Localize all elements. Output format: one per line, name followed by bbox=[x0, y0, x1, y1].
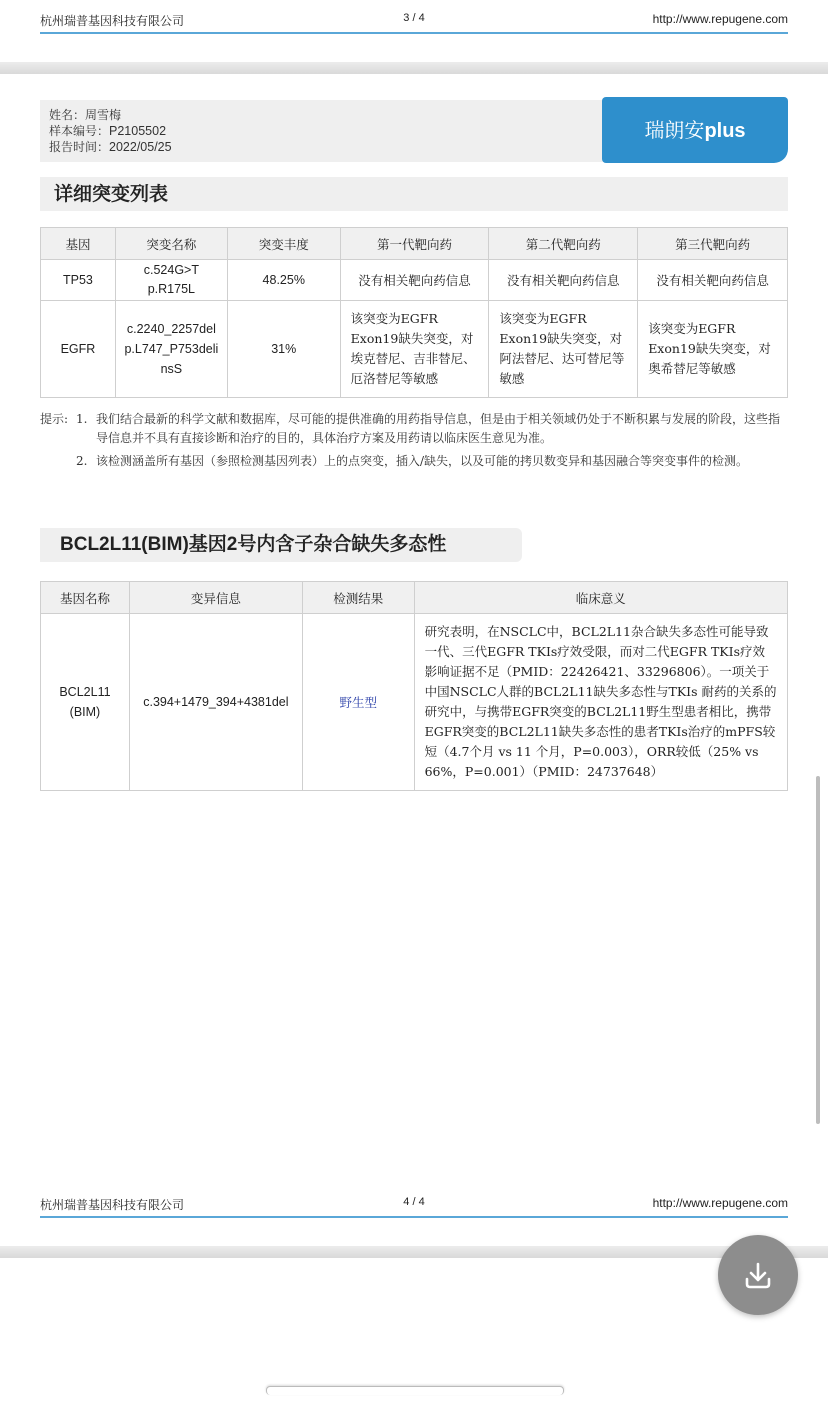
page-footer-3 bbox=[40, 10, 788, 30]
name-label: 姓名： bbox=[49, 108, 86, 122]
patient-name: 周雪梅 bbox=[85, 108, 122, 122]
page-footer-4 bbox=[40, 1194, 788, 1214]
gene-cell bbox=[41, 614, 130, 791]
col-header: 检测结果 bbox=[302, 582, 414, 614]
variant-cell: c.394+1479_394+4381del bbox=[129, 614, 302, 791]
footer-url[interactable]: http://www.repugene.com bbox=[652, 12, 788, 26]
drug-cell: 该突变为EGFR Exon19缺失突变，对阿法替尼、达可替尼等敏感 bbox=[489, 301, 638, 398]
footer-company: 杭州瑞普基因科技有限公司 bbox=[40, 1198, 185, 1212]
drug-cell: 该突变为EGFR Exon19缺失突变，对奥希替尼等敏感 bbox=[638, 301, 788, 398]
scrollbar[interactable] bbox=[816, 776, 820, 1124]
gene-cell: TP53 bbox=[41, 260, 116, 301]
col-header: 基因名称 bbox=[41, 582, 130, 614]
table-row bbox=[41, 301, 788, 398]
gene-line: (BIM) bbox=[69, 705, 101, 719]
col-header: 第三代靶向药 bbox=[638, 228, 788, 260]
note-item bbox=[40, 410, 788, 448]
page-separator bbox=[0, 62, 828, 74]
col-header: 临床意义 bbox=[414, 582, 787, 614]
time-label: 报告时间： bbox=[49, 140, 110, 154]
col-header: 基因 bbox=[41, 228, 116, 260]
bcl2l11-table bbox=[40, 581, 788, 791]
footer-page-number: 4 / 4 bbox=[403, 1196, 425, 1208]
drug-cell: 没有相关靶向药信息 bbox=[340, 260, 489, 301]
mutation-line: p.R175L bbox=[147, 282, 195, 296]
notes-label: 提示: bbox=[40, 412, 69, 426]
notes bbox=[40, 410, 788, 471]
report-date: 2022/05/25 bbox=[109, 140, 172, 154]
mutation-cell bbox=[115, 301, 227, 398]
brand-name-en: plus bbox=[704, 120, 746, 142]
footer-page-number: 3 / 4 bbox=[403, 12, 425, 24]
note-number: 1. bbox=[76, 412, 88, 426]
note-item bbox=[40, 452, 788, 471]
result-cell: 野生型 bbox=[302, 614, 414, 791]
sample-id: P2105502 bbox=[109, 124, 167, 138]
report-header bbox=[40, 97, 788, 163]
mutation-line: nsS bbox=[160, 362, 183, 376]
mutation-line: c.2240_2257del bbox=[126, 322, 216, 336]
table-row bbox=[41, 260, 788, 301]
mutation-table bbox=[40, 227, 788, 398]
footer-rule bbox=[40, 1216, 788, 1218]
page-separator bbox=[0, 1246, 828, 1258]
home-indicator[interactable] bbox=[266, 1386, 564, 1395]
col-header: 突变名称 bbox=[115, 228, 227, 260]
frequency-cell: 48.25% bbox=[227, 260, 340, 301]
table-row bbox=[41, 614, 788, 791]
table-header-row bbox=[41, 582, 788, 614]
mutation-line: p.L747_P753deli bbox=[124, 342, 219, 356]
col-header: 变异信息 bbox=[129, 582, 302, 614]
brand-name-cn: 瑞朗安 bbox=[644, 118, 705, 142]
mutation-cell bbox=[115, 260, 227, 301]
mutation-line: c.524G>T bbox=[143, 263, 199, 277]
drug-cell: 没有相关靶向药信息 bbox=[489, 260, 638, 301]
brand-logo bbox=[602, 97, 788, 163]
table-header-row bbox=[41, 228, 788, 260]
download-icon bbox=[738, 1255, 778, 1295]
gene-line: BCL2L11 bbox=[59, 685, 111, 699]
footer-url[interactable]: http://www.repugene.com bbox=[652, 1196, 788, 1210]
section-title-bcl2l11: BCL2L11(BIM)基因2号内含子杂合缺失多态性 bbox=[40, 528, 522, 562]
footer-rule bbox=[40, 32, 788, 34]
note-text: 我们结合最新的科学文献和数据库，尽可能的提供准确的用药指导信息，但是由于相关领域仍处于不断积累与发展的阶段，这些指导信息并不具有直接诊断和治疗的目的，具体治疗方案及用药请以临床医生意见为准。 bbox=[96, 412, 781, 445]
section-title-mutations: 详细突变列表 bbox=[40, 177, 788, 211]
footer-company: 杭州瑞普基因科技有限公司 bbox=[40, 14, 185, 28]
download-button[interactable] bbox=[718, 1235, 798, 1315]
gene-cell: EGFR bbox=[41, 301, 116, 398]
col-header: 第一代靶向药 bbox=[340, 228, 489, 260]
col-header: 突变丰度 bbox=[227, 228, 340, 260]
drug-cell: 该突变为EGFR Exon19缺失突变，对埃克替尼、吉非替尼、厄洛替尼等敏感 bbox=[340, 301, 489, 398]
patient-info bbox=[49, 107, 172, 155]
frequency-cell: 31% bbox=[227, 301, 340, 398]
drug-cell: 没有相关靶向药信息 bbox=[638, 260, 788, 301]
clinical-cell: 研究表明，在NSCLC中，BCL2L11杂合缺失多态性可能导致一代、三代EGFR TKIs疗效受限，而对二代EGFR TKIs疗效影响证据不足（PMID：22426421、33296806）。一项关于中国NSCLC人群的BCL2L11缺失多态性与TKIs 耐药的关系的研究中，与携带EGFR突变的BCL2L11野生型患者相比，携带EGFR突变的BCL2L11缺失多态性的患者TKIs治疗的mPFS较短（4.7个月 vs 11 个月，P=0.003），ORR较低（25% vs 66%，P=0.001）（PMID：24737648） bbox=[414, 614, 787, 791]
col-header: 第二代靶向药 bbox=[489, 228, 638, 260]
note-text: 该检测涵盖所有基因（参照检测基因列表）上的点突变，插入/缺失，以及可能的拷贝数变异和基因融合等突变事件的检测。 bbox=[96, 454, 749, 468]
note-number: 2. bbox=[76, 454, 88, 468]
sample-label: 样本编号： bbox=[49, 124, 110, 138]
